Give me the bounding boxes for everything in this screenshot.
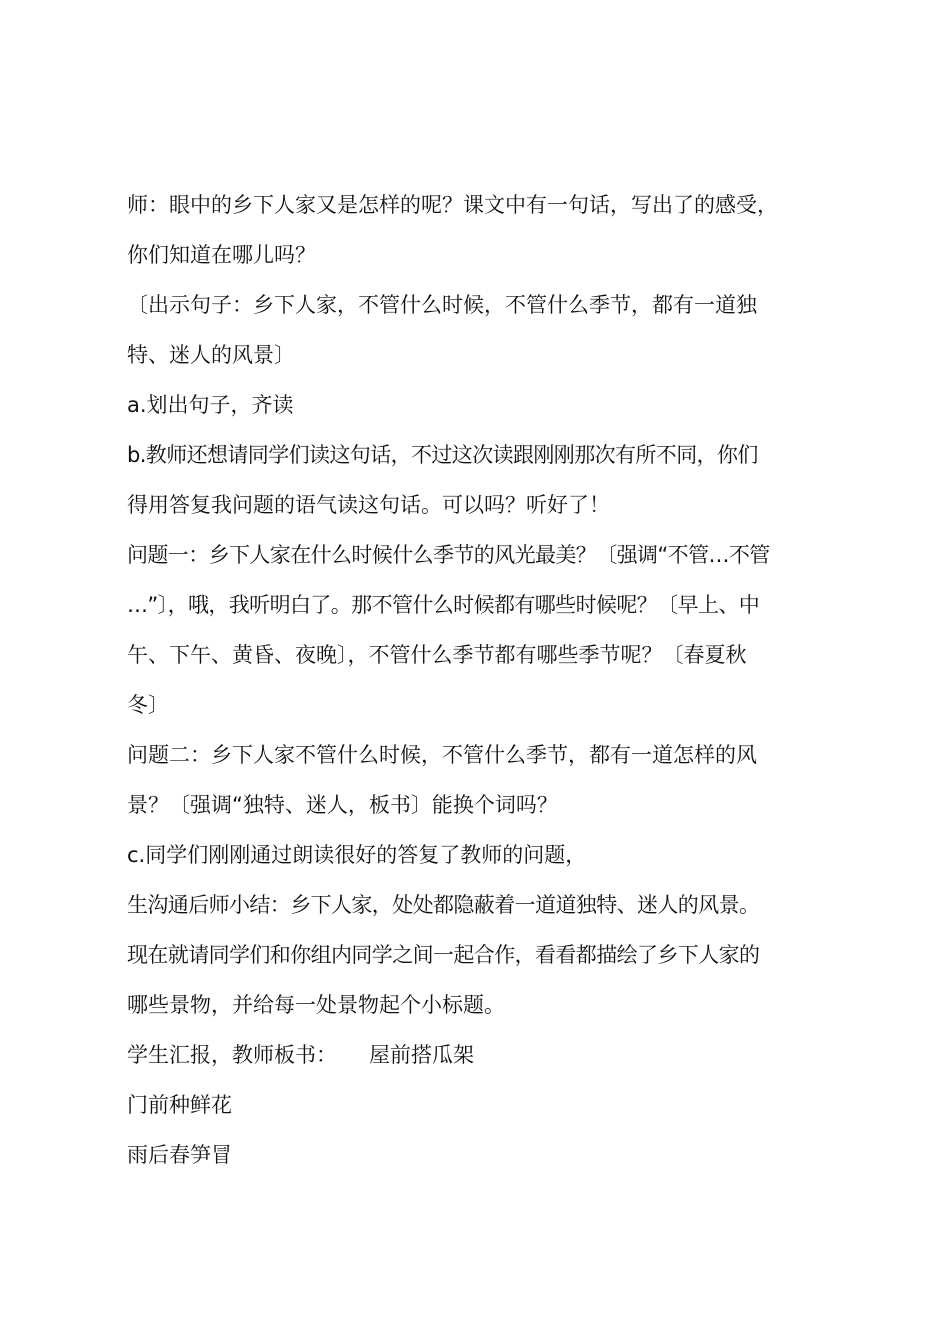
paragraph-line: b.教师还想请同学们读这句话，不过这次读跟刚刚那次有所不同，你们: [127, 443, 758, 467]
paragraph-line: …”〕，哦，我听明白了。那不管什么时候都有哪些时候呢？〔早上、中: [127, 593, 760, 617]
paragraph-line: 问题一：乡下人家在什么时候什么季节的风光最美？〔强调“不管…不管: [127, 543, 770, 567]
paragraph-line: 生沟通后师小结：乡下人家，处处都隐蔽着一道道独特、迷人的风景。: [127, 893, 760, 917]
paragraph-line: 午、下午、黄昏、夜晚〕，不管什么季节都有哪些季节呢？〔春夏秋: [127, 643, 747, 667]
paragraph-line: 哪些景物，并给每一处景物起个小标题。: [127, 993, 505, 1017]
report-item: 屋前搭瓜架: [369, 1043, 474, 1067]
paragraph-line: 得用答复我问题的语气读这句话。可以吗？听好了！: [127, 493, 610, 517]
report-label: 学生汇报，教师板书：: [127, 1043, 337, 1067]
paragraph-line: 特、迷人的风景〕: [127, 343, 295, 367]
paragraph-line: 问题二：乡下人家不管什么时候，不管什么季节，都有一道怎样的风: [127, 743, 757, 767]
paragraph-line: 冬〕: [127, 693, 169, 717]
paragraph-line: c.同学们刚刚通过朗读很好的答复了教师的问题，: [127, 843, 587, 867]
paragraph-line: 现在就请同学们和你组内同学之间一起合作，看看都描绘了乡下人家的: [127, 943, 760, 967]
paragraph-line: 师：眼中的乡下人家又是怎样的呢？课文中有一句话，写出了的感受，: [127, 193, 778, 217]
board-item: 雨后春笋冒: [127, 1143, 232, 1167]
board-item: 门前种鲜花: [127, 1093, 232, 1117]
paragraph-line: 〔出示句子：乡下人家，不管什么时候，不管什么季节，都有一道独: [127, 293, 757, 317]
report-line: [127, 1030, 837, 1080]
paragraph-line: 景？〔强调“独特、迷人，板书〕能换个词吗？: [127, 793, 558, 817]
document-body: [127, 180, 837, 1180]
paragraph-line: 你们知道在哪儿吗？: [127, 243, 316, 267]
paragraph-line: a.划出句子，齐读: [127, 393, 294, 417]
